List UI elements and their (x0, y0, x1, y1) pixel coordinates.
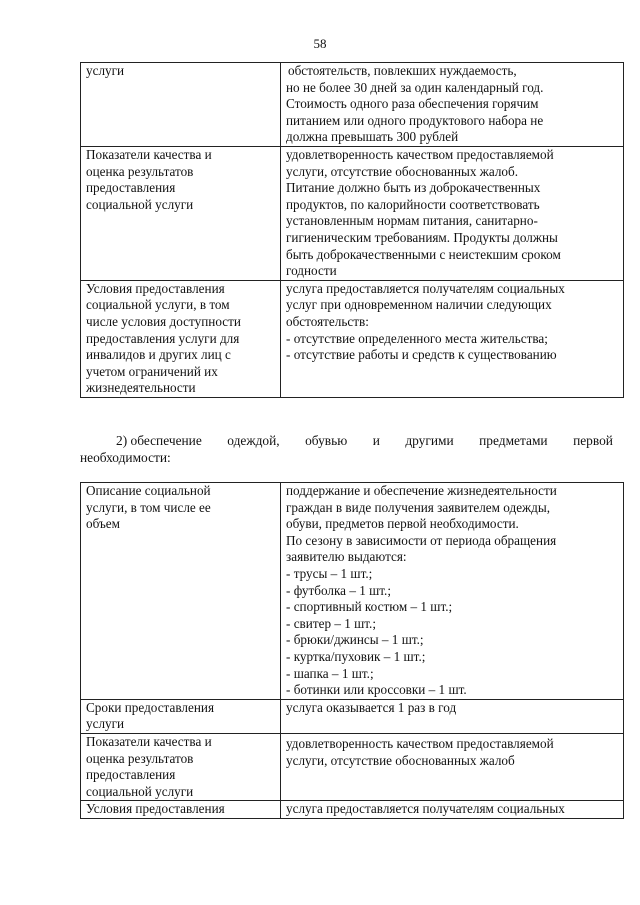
table-row (81, 146, 624, 280)
row-value-cell (281, 63, 624, 147)
cell-text: учетом ограничений их (86, 363, 218, 379)
heading-word: одеждой, (227, 433, 280, 448)
cell-text: жизнедеятельности (86, 380, 196, 396)
cell-text: обстоятельств, повлекших нуждаемость, (288, 63, 517, 78)
page-number: 58 (313, 36, 327, 51)
row-label-cell (81, 801, 281, 819)
service-table-continued (80, 62, 624, 398)
cell-text: Условия предоставления (86, 801, 225, 817)
cell-text: удовлетворенность качеством предоставляемой (286, 146, 554, 162)
cell-text: - ботинки или кроссовки – 1 шт. (286, 682, 467, 698)
cell-text: социальной услуги (86, 783, 194, 799)
heading-word: 2) обеспечение (116, 433, 202, 448)
cell-text: установленным нормам питания, санитарно- (286, 213, 538, 229)
cell-text: Описание социальной (86, 483, 211, 498)
row-label-cell (81, 733, 281, 800)
cell-text: предоставления (86, 767, 176, 783)
row-value-cell (281, 801, 624, 819)
cell-text: - шапка – 1 шт.; (286, 665, 374, 681)
cell-text: предоставления (86, 180, 176, 196)
cell-text: услуги, отсутствие обоснованных жалоб (286, 752, 515, 768)
cell-text: социальной услуги, в том (86, 297, 230, 313)
cell-text: обстоятельств: (286, 313, 369, 329)
section-heading-line: необходимости: (80, 450, 171, 465)
cell-text: заявителю выдаются: (286, 549, 407, 565)
cell-text: оценка результатов (86, 163, 194, 179)
heading-word: обувью (305, 433, 348, 448)
cell-text: гигиеническим требованиям. Продукты должны (286, 229, 558, 245)
table-row (81, 63, 624, 147)
cell-text: услуг при одновременном наличии следующих (286, 297, 552, 313)
table-row (81, 733, 624, 800)
cell-text: - отсутствие работы и средств к существованию (286, 347, 557, 363)
cell-text: услуги, в том числе ее (86, 499, 211, 515)
cell-text: услуги (86, 63, 125, 78)
service-table-clothing (80, 482, 624, 819)
cell-text: объем (86, 516, 120, 532)
cell-text: питанием или одного продуктового набора не (286, 112, 544, 128)
cell-text: обуви, предметов первой необходимости. (286, 516, 519, 532)
row-value-cell (281, 280, 624, 397)
table-row (81, 280, 624, 397)
cell-text: Питание должно быть из доброкачественных (286, 180, 541, 196)
row-label-cell (81, 280, 281, 397)
table-row (81, 699, 624, 733)
cell-text: предоставления услуги для (86, 330, 240, 346)
row-value-cell (281, 733, 624, 800)
heading-word: и (372, 433, 380, 448)
cell-text: услуга предоставляется получателям социальных (286, 280, 565, 296)
cell-text: - футболка – 1 шт.; (286, 582, 391, 598)
row-label-cell (81, 146, 281, 280)
cell-text: - отсутствие определенного места жительства; (286, 330, 548, 346)
table-row (81, 483, 624, 700)
cell-text: - куртка/пуховик – 1 шт.; (286, 648, 426, 664)
cell-text: должна превышать 300 рублей (286, 129, 459, 145)
cell-text: - брюки/джинсы – 1 шт.; (286, 632, 424, 648)
cell-text: услуга предоставляется получателям социальных (286, 801, 565, 817)
row-value-cell (281, 699, 624, 733)
cell-text: инвалидов и других лиц с (86, 347, 231, 363)
row-value-cell (281, 483, 624, 700)
cell-text: годности (286, 263, 337, 279)
cell-text: быть доброкачественными с неистекшим сроком (286, 246, 561, 262)
row-label-cell (81, 483, 281, 700)
cell-text: - свитер – 1 шт.; (286, 615, 376, 631)
heading-word: первой (573, 433, 613, 448)
cell-text: - трусы – 1 шт.; (286, 565, 373, 581)
cell-text: поддержание и обеспечение жизнедеятельности (286, 483, 557, 498)
cell-text: Показатели качества и (86, 733, 212, 749)
row-value-cell (281, 146, 624, 280)
section-heading-line (80, 432, 613, 449)
cell-text: услуги, отсутствие обоснованных жалоб. (286, 163, 519, 179)
cell-text: удовлетворенность качеством предоставляемой (286, 735, 554, 751)
cell-text: оценка результатов (86, 750, 194, 766)
cell-text: числе условия доступности (86, 313, 241, 329)
cell-text: но не более 30 дней за один календарный год. (286, 79, 544, 95)
row-label-cell (81, 63, 281, 147)
row-label-cell (81, 699, 281, 733)
table-row (81, 801, 624, 819)
cell-text: продуктов, по калорийности соответствовать (286, 196, 540, 212)
heading-word: предметами (479, 433, 548, 448)
cell-text: По сезону в зависимости от периода обращения (286, 532, 557, 548)
section-heading (80, 432, 613, 466)
cell-text: Условия предоставления (86, 280, 225, 296)
cell-text: граждан в виде получения заявителем одежды, (286, 499, 551, 515)
cell-text: Стоимость одного раза обеспечения горячим (286, 96, 539, 112)
cell-text: услуги (86, 716, 125, 732)
cell-text: Показатели качества и (86, 146, 212, 162)
heading-word: другими (405, 433, 454, 448)
cell-text: социальной услуги (86, 196, 194, 212)
cell-text: Сроки предоставления (86, 699, 215, 715)
cell-text: - спортивный костюм – 1 шт.; (286, 599, 453, 615)
cell-text: услуга оказывается 1 раз в год (286, 699, 457, 715)
